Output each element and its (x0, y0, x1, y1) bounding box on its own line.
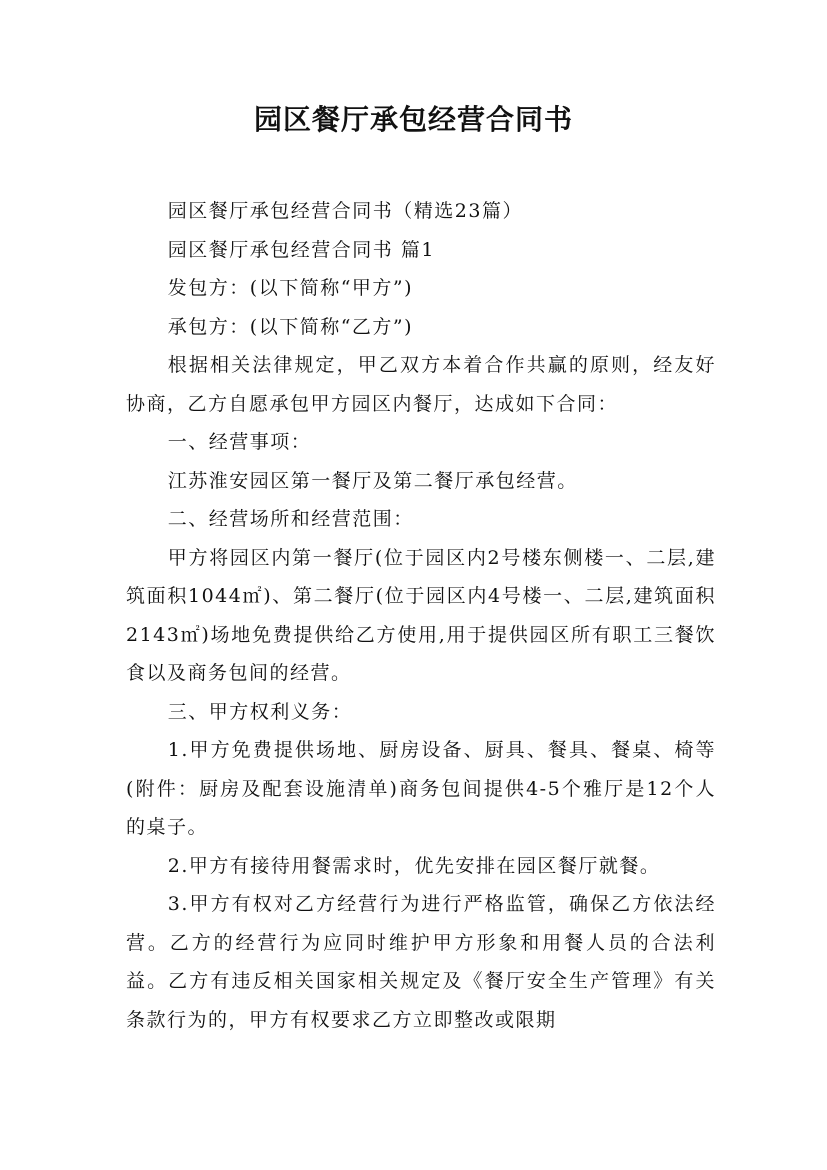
paragraph-clause-3-item-2: 2.甲方有接待用餐需求时，优先安排在园区餐厅就餐。 (167, 854, 661, 877)
paragraph-subtitle: 园区餐厅承包经营合同书（精选23篇） (167, 200, 523, 222)
paragraph-party-a: 发包方：(以下简称“甲方”) (167, 277, 414, 299)
paragraph-clause-2-heading: 二、经营场所和经营范围： (167, 508, 414, 530)
paragraph-clause-2-body: 甲方将园区内第一餐厅(位于园区内2号楼东侧楼一、二层,建筑面积1044㎡)、第二餐厅(位于园区内4号楼一、二层,建筑面积2143㎡)场地免费提供给乙方使用,用于提供园区所有职工三餐饮食以及商务包间的经营。 (126, 546, 716, 684)
paragraph-clause-1-heading: 一、经营事项： (167, 431, 312, 453)
paragraph-party-b: 承包方：(以下简称“乙方”) (167, 315, 414, 338)
paragraph-clause-3-heading: 三、甲方权利义务： (167, 700, 353, 723)
paragraph-clause-1-body: 江苏淮安园区第一餐厅及第二餐厅承包经营。 (167, 469, 578, 492)
paragraph-clause-3-item-1: 1.甲方免费提供场地、厨房设备、厨具、餐具、餐桌、椅等(附件：厨房及配套设施清单)商务包间提供4-5个雅厅是12个人的桌子。 (126, 739, 716, 838)
document-body (126, 192, 716, 1039)
document-title: 园区餐厅承包经营合同书 (253, 103, 573, 136)
paragraph-preamble: 根据相关法律规定，甲乙双方本着合作共赢的原则，经友好协商，乙方自愿承包甲方园区内餐厅，达成如下合同： (126, 354, 716, 415)
paragraph-clause-3-item-3: 3.甲方有权对乙方经营行为进行严格监管，确保乙方依法经营。乙方的经营行为应同时维护甲方形象和用餐人员的合法利益。乙方有违反相关国家相关规定及《餐厅安全生产管理》有关条款行为的，甲方有权要求乙方立即整改或限期 (126, 893, 716, 1031)
paragraph-section-heading: 园区餐厅承包经营合同书 篇1 (167, 238, 435, 261)
